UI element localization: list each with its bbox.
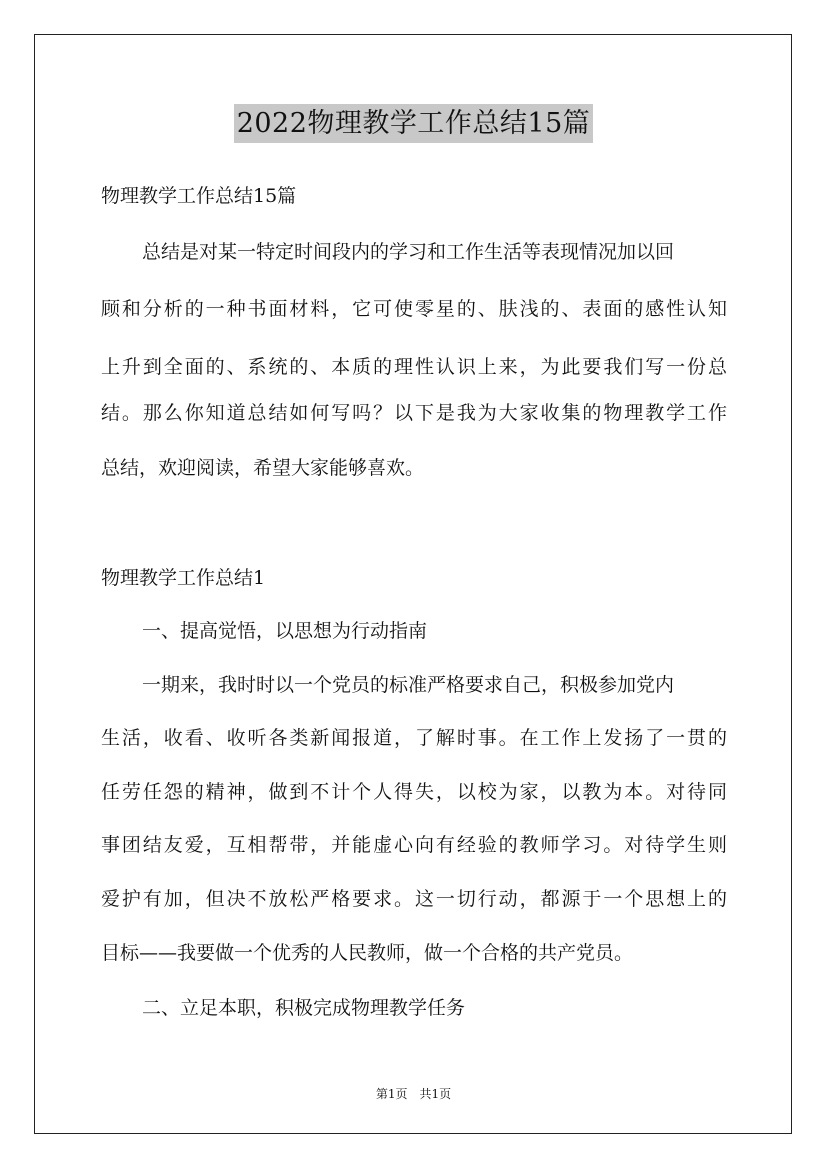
- document-title: [0, 101, 827, 140]
- page-number-footer: 第1页 共1页: [375, 1087, 452, 1101]
- body-line-1: 一期来，我时时以一个党员的标准严格要求自己，积极参加党内: [142, 674, 675, 696]
- intro-line-1: 总结是对某一特定时间段内的学习和工作生活等表现情况加以回: [142, 241, 675, 263]
- subheading-2: 二、立足本职，积极完成物理教学任务: [142, 997, 466, 1019]
- intro-line-3: 上升到全面的、系统的、本质的理性认识上来，为此要我们写一份总: [101, 356, 727, 378]
- intro-line-2: 顾和分析的一种书面材料，它可使零星的、肤浅的、表面的感性认知: [101, 298, 727, 320]
- intro-line-5: 总结，欢迎阅读，希望大家能够喜欢。: [101, 457, 425, 479]
- section-heading: 物理教学工作总结1: [101, 567, 266, 589]
- body-line-3: 任劳任怨的精神，做到不计个人得失，以校为家，以教为本。对待同: [101, 781, 727, 803]
- body-line-4: 事团结友爱，互相帮带，并能虚心向有经验的教师学习。对待学生则: [101, 834, 727, 856]
- document-subtitle: 物理教学工作总结15篇: [101, 185, 297, 207]
- subheading-1: 一、提高觉悟，以思想为行动指南: [142, 620, 428, 642]
- document-title-text: 2022物理教学工作总结15篇: [234, 104, 594, 143]
- body-line-6: 目标——我要做一个优秀的人民教师，做一个合格的共产党员。: [101, 942, 634, 964]
- intro-line-4: 结。那么你知道总结如何写吗？以下是我为大家收集的物理教学工作: [101, 402, 727, 424]
- body-line-5: 爱护有加，但决不放松严格要求。这一切行动，都源于一个思想上的: [101, 888, 727, 910]
- body-line-2: 生活，收看、收听各类新闻报道，了解时事。在工作上发扬了一贯的: [101, 727, 727, 749]
